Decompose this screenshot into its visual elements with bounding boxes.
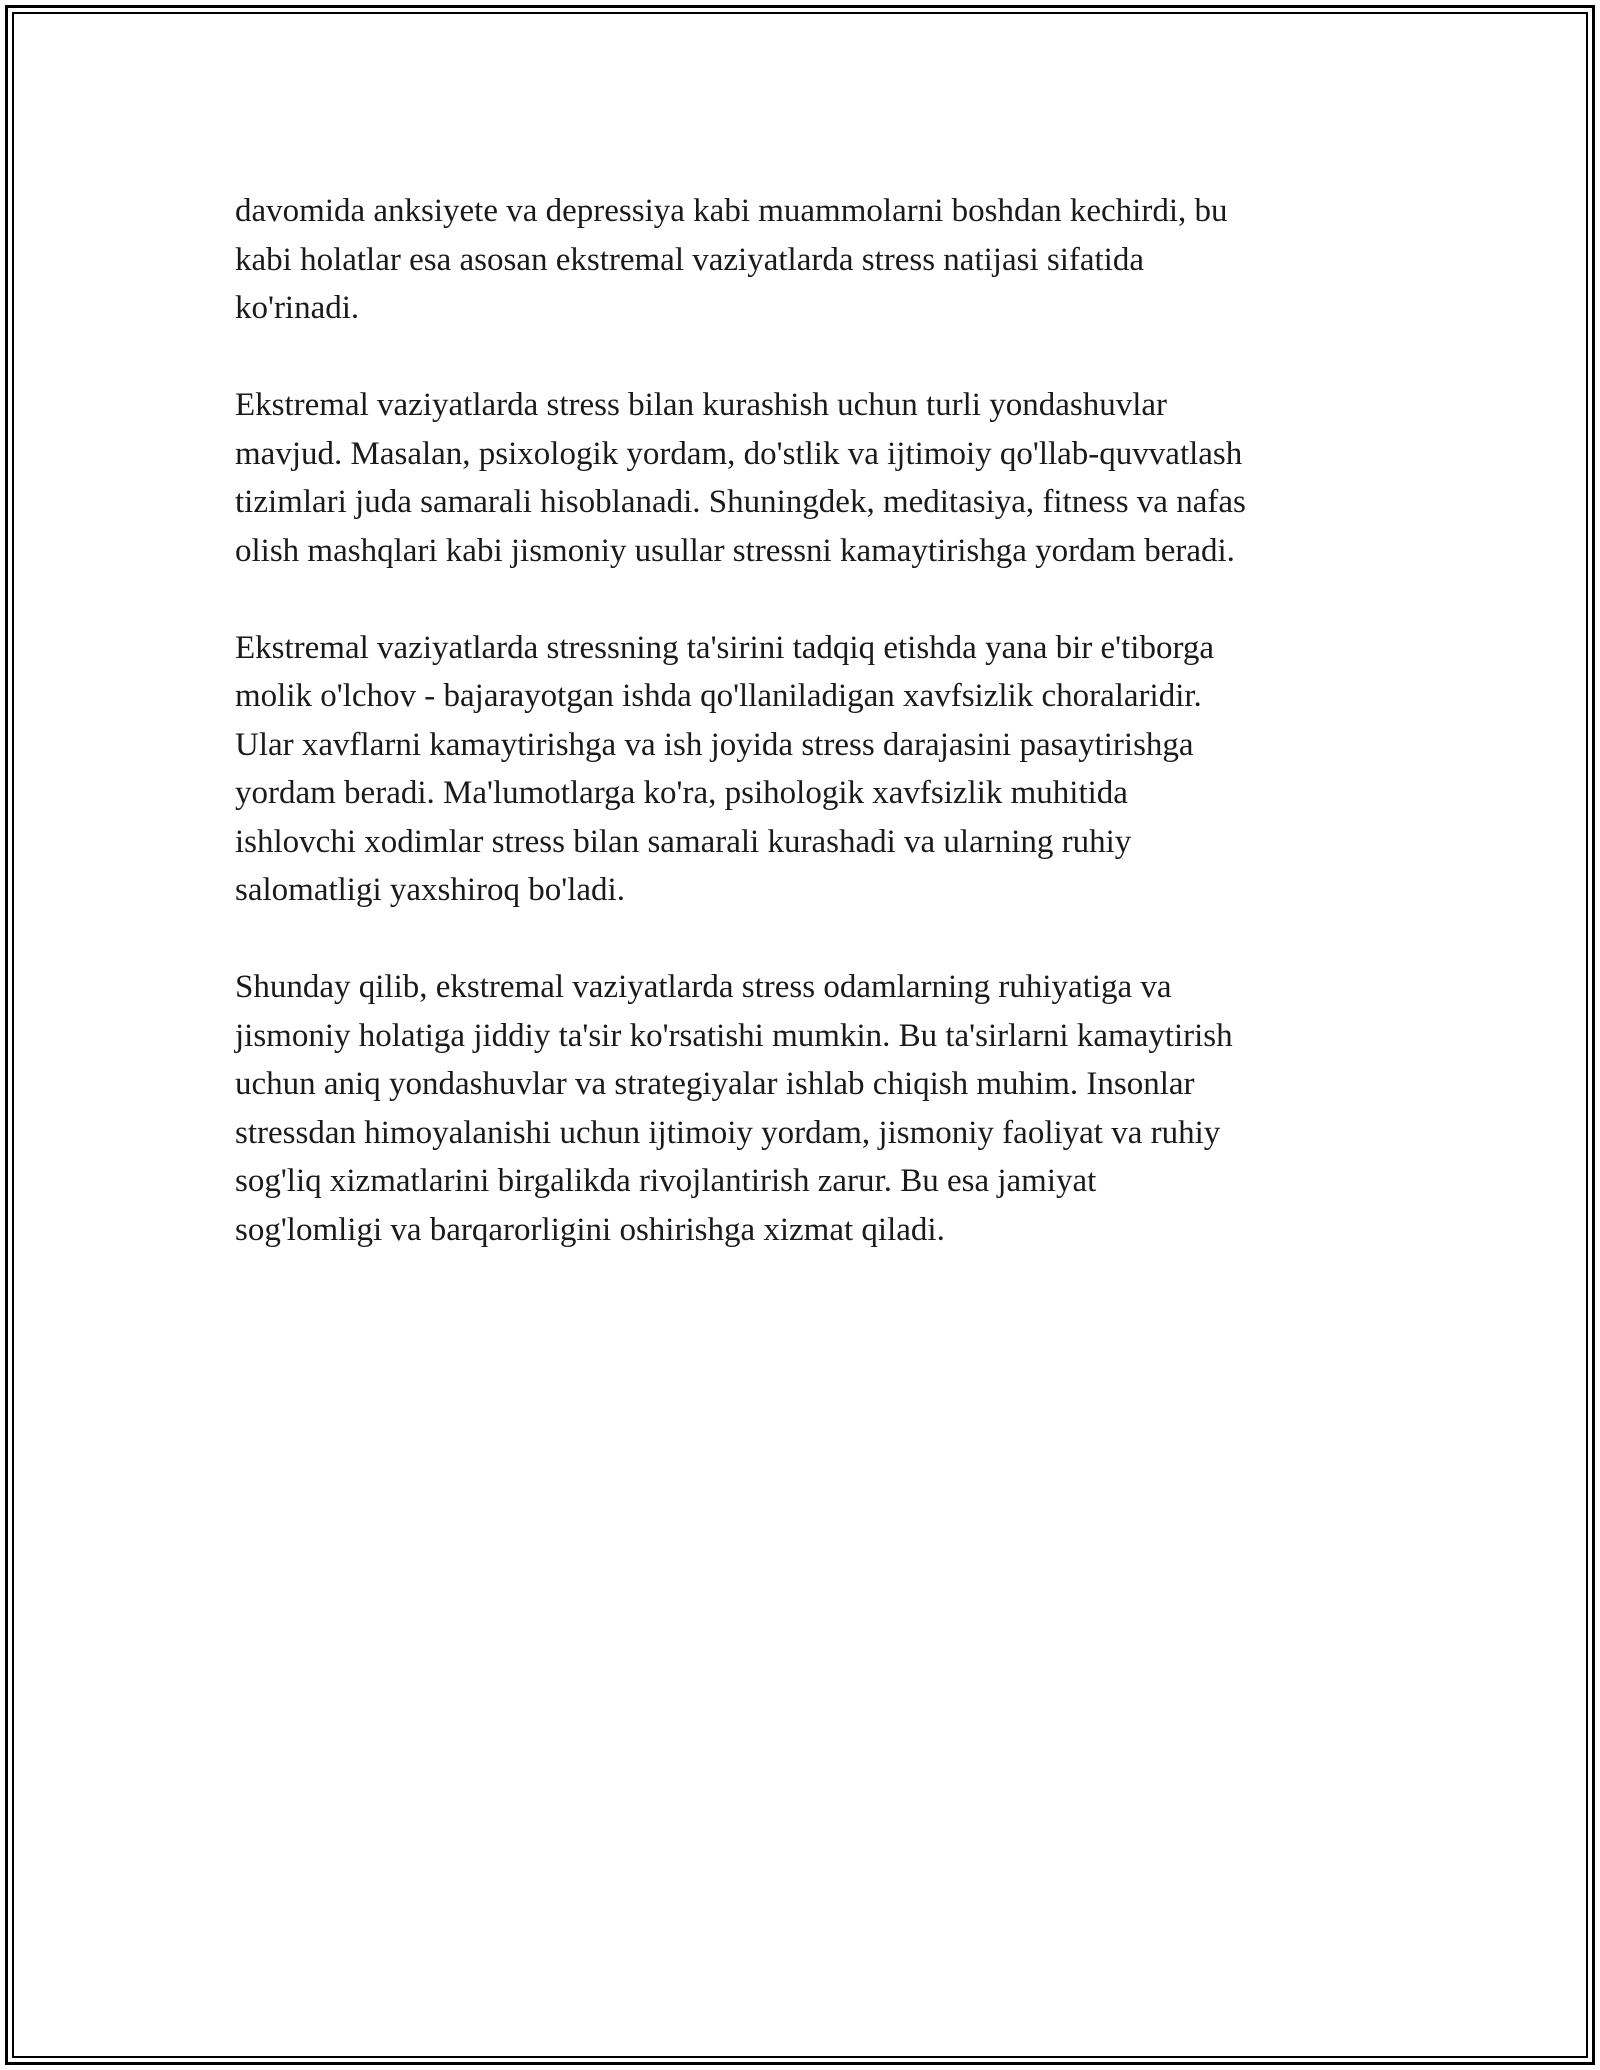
paragraph-1: davomida anksiyete va depressiya kabi muammolarni boshdan kechirdi, bu kabi holatlar esa asosan ekstremal vaziyatlarda stress natijasi sifatida ko'rinadi. bbox=[235, 193, 1228, 326]
paragraph-2: Ekstremal vaziyatlarda stress bilan kurashish uchun turli yondashuvlar mavjud. Masalan, psixologik yordam, do'stlik va ijtimoiy qo'llab-quvvatlash tizimlari juda samarali hisoblanadi. Shuningdek, meditasiya, fitness va nafas olish mashqlari kabi jismoniy usullar stressni kamaytirishga yordam beradi. bbox=[235, 387, 1246, 569]
document-body bbox=[235, 187, 1365, 1303]
paragraph-3: Ekstremal vaziyatlarda stressning ta'sirini tadqiq etishda yana bir e'tiborga molik o'lchov - bajarayotgan ishda qo'llaniladigan xavfsizlik choralaridir. Ular xavflarni kamaytirishga va ish joyida stress darajasini pasaytirishga yordam beradi. Ma'lumotlarga ko'ra, psihologik xavfsizlik muhitida ishlovchi xodimlar stress bilan samarali kurashadi va ularning ruhiy salomatligi yaxshiroq bo'ladi. bbox=[235, 629, 1214, 908]
paragraph-4: Shunday qilib, ekstremal vaziyatlarda stress odamlarning ruhiyatiga va jismoniy holatiga jiddiy ta'sir ko'rsatishi mumkin. Bu ta'sirlarni kamaytirish uchun aniq yondashuvlar va strategiyalar ishlab chiqish muhim. Insonlar stressdan himoyalanishi uchun ijtimoiy yordam, jismoniy faoliyat va ruhiy sog'liq xizmatlarini birgalikda rivojlantirish zarur. Bu esa jamiyat sog'lomligi va barqarorligini oshirishga xizmat qiladi. bbox=[235, 969, 1233, 1248]
